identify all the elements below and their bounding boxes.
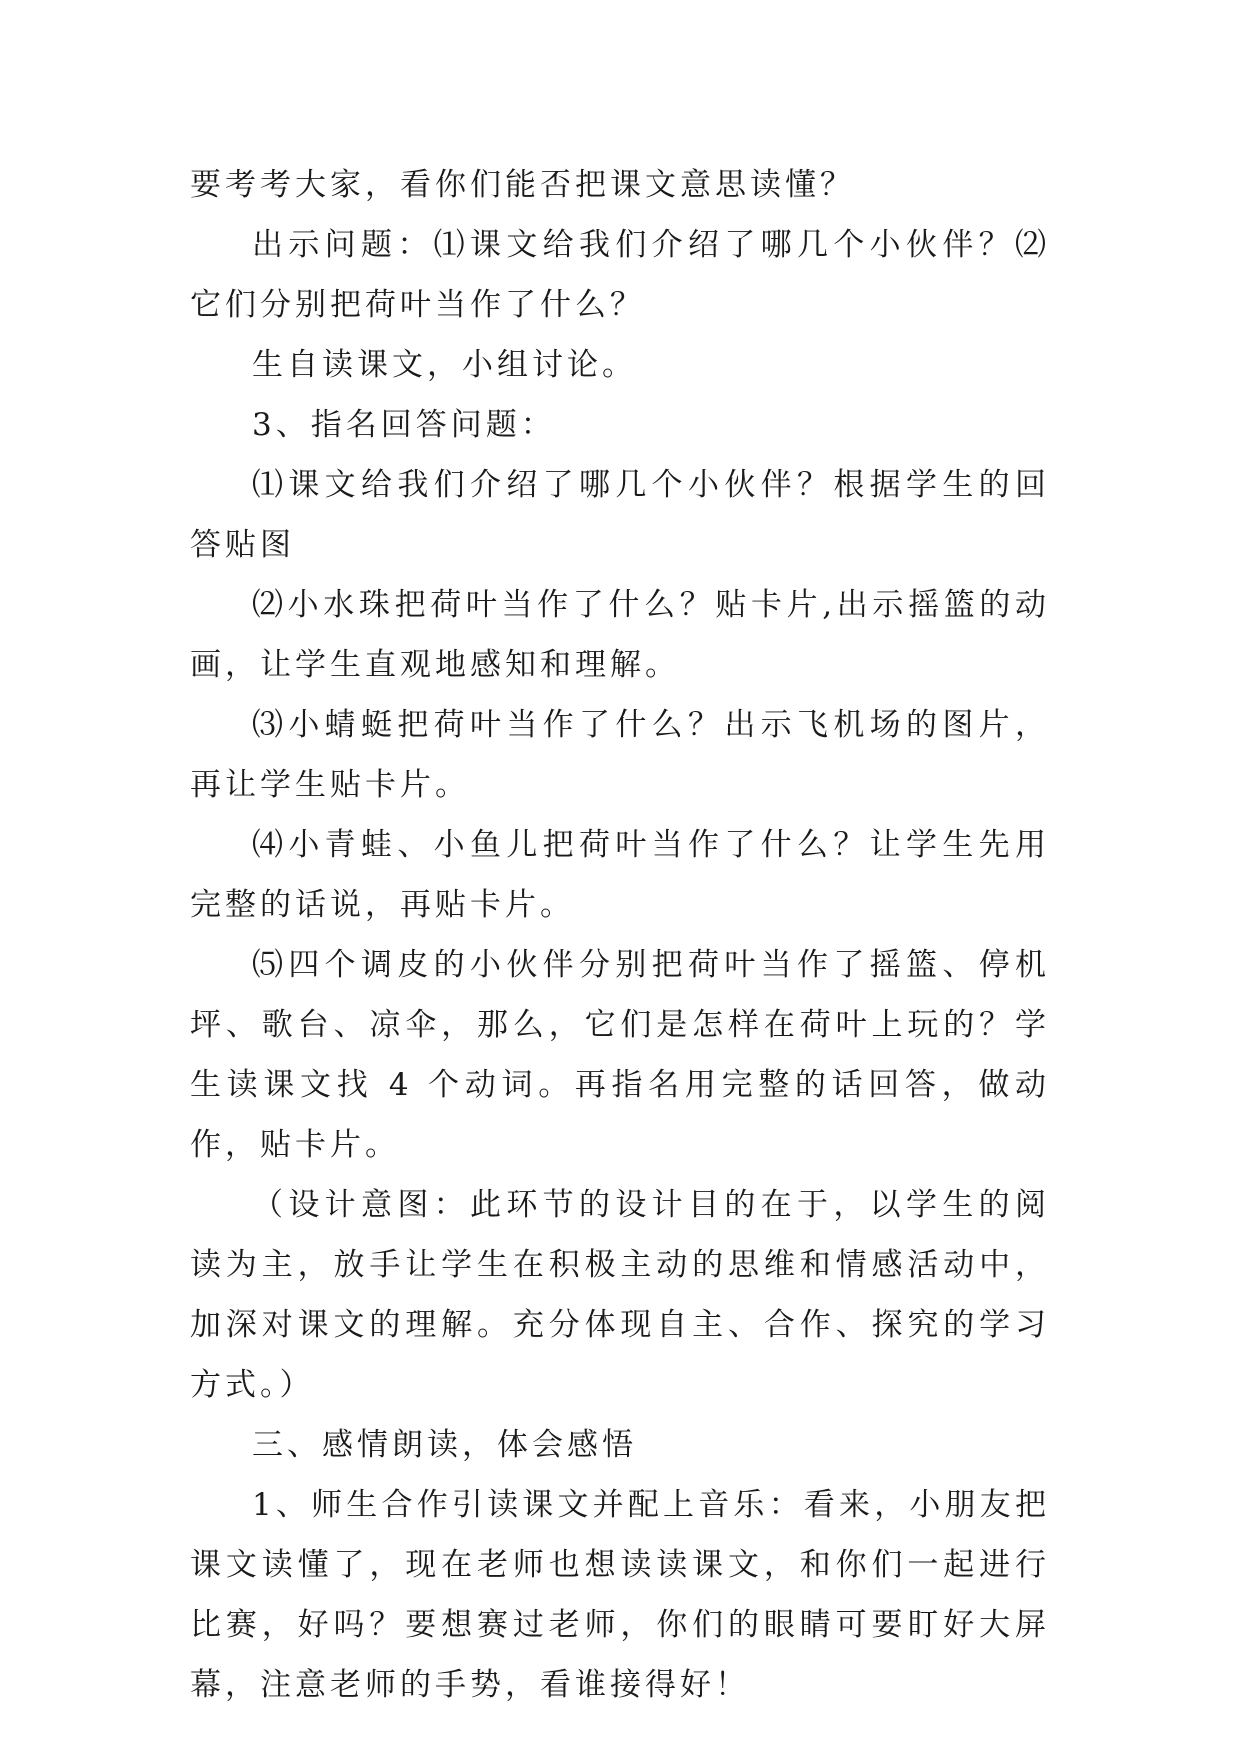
paragraph-10: （设计意图：此环节的设计目的在于，以学生的阅读为主，放手让学生在积极主动的思维和情感活动中，加深对课文的理解。充分体现自主、合作、探究的学习方式。）	[190, 1187, 1050, 1403]
paragraph-12: 1、师生合作引读课文并配上音乐：看来，小朋友把课文读懂了，现在老师也想读读课文，和你们一起进行比赛，好吗？要想赛过老师，你们的眼睛可要盯好大屏幕，注意老师的手势，看谁接得好！	[190, 1487, 1050, 1703]
document-body	[190, 155, 1050, 1715]
paragraph-7: ⑶小蜻蜓把荷叶当作了什么？出示飞机场的图片，再让学生贴卡片。	[190, 707, 1050, 803]
paragraph-4: 3、指名回答问题：	[252, 407, 556, 443]
paragraph-11: 三、感情朗读，体会感悟	[252, 1427, 637, 1463]
paragraph-1: 要考考大家，看你们能否把课文意思读懂？	[190, 167, 855, 203]
paragraph-6: ⑵小水珠把荷叶当作了什么？贴卡片,出示摇篮的动画，让学生直观地感知和理解。	[190, 587, 1050, 683]
paragraph-2: 出示问题：⑴课文给我们介绍了哪几个小伙伴？⑵它们分别把荷叶当作了什么？	[190, 227, 1050, 323]
paragraph-3: 生自读课文，小组讨论。	[252, 347, 637, 383]
paragraph-9: ⑸四个调皮的小伙伴分别把荷叶当作了摇篮、停机坪、歌台、凉伞，那么，它们是怎样在荷叶上玩的？学生读课文找 4 个动词。再指名用完整的话回答，做动作，贴卡片。	[190, 947, 1050, 1163]
paragraph-8: ⑷小青蛙、小鱼儿把荷叶当作了什么？让学生先用完整的话说，再贴卡片。	[190, 827, 1050, 923]
paragraph-5: ⑴课文给我们介绍了哪几个小伙伴？根据学生的回答贴图	[190, 467, 1050, 563]
